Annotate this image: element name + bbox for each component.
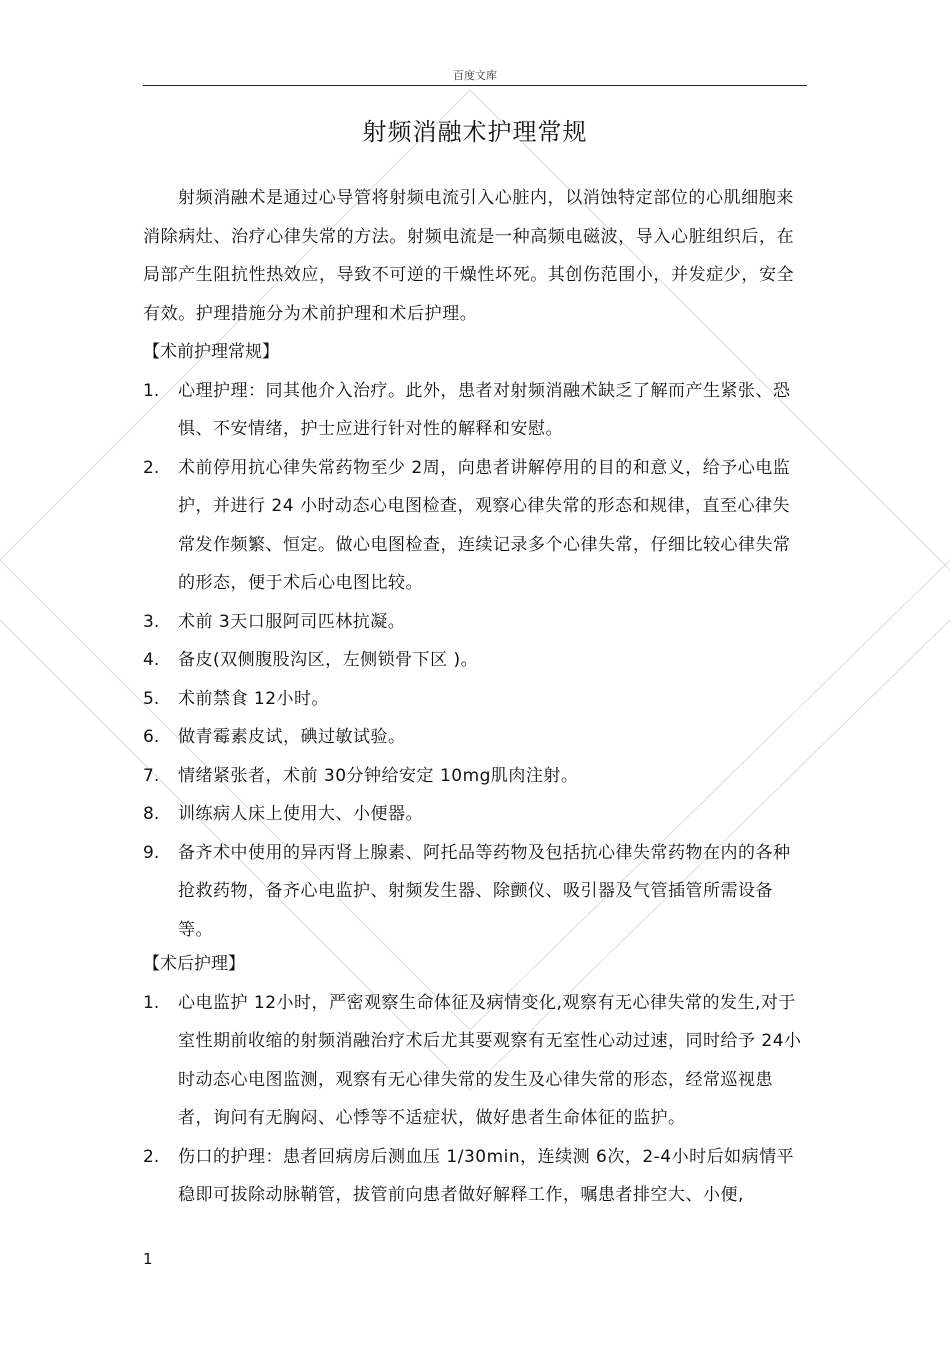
item-number: 8. bbox=[143, 804, 160, 824]
list-item bbox=[143, 795, 807, 834]
item-text: 术前禁食 12小时。 bbox=[178, 688, 330, 709]
item-text: 备皮(双侧腹股沟区，左侧锁骨下区 )。 bbox=[178, 650, 479, 670]
list-item bbox=[143, 757, 807, 796]
item-text: 心理护理：同其他介入治疗。此外，患者对射频消融术缺乏了解而产生紧张、恐惧、不安情绪，护士应进行针对性的解释和安慰。 bbox=[178, 380, 791, 439]
item-number: 1. bbox=[143, 992, 160, 1013]
item-number: 9. bbox=[143, 842, 160, 863]
item-number: 6. bbox=[143, 727, 160, 747]
page-number: 1 bbox=[143, 1250, 153, 1268]
item-number: 1. bbox=[143, 380, 160, 401]
preop-list bbox=[143, 372, 807, 950]
list-item bbox=[143, 834, 807, 950]
postop-heading: 【术后护理】 bbox=[143, 954, 245, 974]
list-item bbox=[143, 680, 807, 719]
list-item bbox=[143, 641, 807, 680]
page-title: 射频消融术护理常规 bbox=[362, 118, 588, 146]
preop-heading: 【术前护理常规】 bbox=[143, 342, 279, 362]
postop-section bbox=[143, 945, 807, 1215]
item-number: 5. bbox=[143, 688, 160, 709]
item-number: 7. bbox=[143, 765, 160, 786]
item-number: 2. bbox=[143, 457, 160, 478]
list-item bbox=[143, 984, 807, 1138]
item-text: 心电监护 12小时，严密观察生命体征及病情变化,观察有无心律失常的发生,对于室性期前收缩的射频消融治疗术后尤其要观察有无室性心动过速，同时给予 24小时动态心电图监测，观察有无心律失常的发生及心律失常的形态，经常巡视患者，询问有无胸闷、心悸等不适症状，做好患者生命体征的监护。 bbox=[178, 992, 802, 1128]
item-number: 3. bbox=[143, 611, 160, 632]
postop-list bbox=[143, 984, 807, 1215]
item-text: 备齐术中使用的异丙肾上腺素、阿托品等药物及包括抗心律失常药物在内的各种抢救药物，备齐心电监护、射频发生器、除颤仪、吸引器及气管插管所需设备等。 bbox=[178, 842, 791, 940]
item-text: 训练病人床上使用大、小便器。 bbox=[178, 804, 423, 824]
list-item bbox=[143, 1138, 807, 1215]
list-item bbox=[143, 603, 807, 642]
item-number: 2. bbox=[143, 1146, 160, 1167]
list-item bbox=[143, 718, 807, 757]
header-rule bbox=[143, 85, 807, 86]
item-text: 做青霉素皮试，碘过敏试验。 bbox=[178, 727, 406, 747]
item-text: 情绪紧张者，术前 30分钟给安定 10mg肌肉注射。 bbox=[178, 765, 579, 786]
intro-paragraph: 射频消融术是通过心导管将射频电流引入心脏内，以消蚀特定部位的心肌细胞来消除病灶、治疗心律失常的方法。射频电流是一种高频电磁波，导入心脏组织后，在局部产生阻抗性热效应，导致不可逆的干燥性坏死。其创伤范围小，并发症少，安全有效。护理措施分为术前护理和术后护理。 bbox=[143, 188, 795, 324]
item-text: 术前停用抗心律失常药物至少 2周，向患者讲解停用的目的和意义，给予心电监护，并进行 24 小时动态心电图检查，观察心律失常的形态和规律，直至心律失常发作频繁、恒定。做心电图检查，连续记录多个心律失常，仔细比较心律失常的形态，便于术后心电图比较。 bbox=[178, 457, 791, 593]
item-number: 4. bbox=[143, 650, 160, 670]
list-item bbox=[143, 372, 807, 449]
item-text: 术前 3天口服阿司匹林抗凝。 bbox=[178, 611, 406, 632]
preop-section bbox=[143, 333, 807, 949]
list-item bbox=[143, 449, 807, 603]
item-text: 伤口的护理：患者回病房后测血压 1/30min，连续测 6次，2-4小时后如病情平稳即可拔除动脉鞘管，拔管前向患者做好解释工作，嘱患者排空大、小便, bbox=[178, 1146, 795, 1205]
header-text: 百度文库 bbox=[453, 69, 497, 82]
